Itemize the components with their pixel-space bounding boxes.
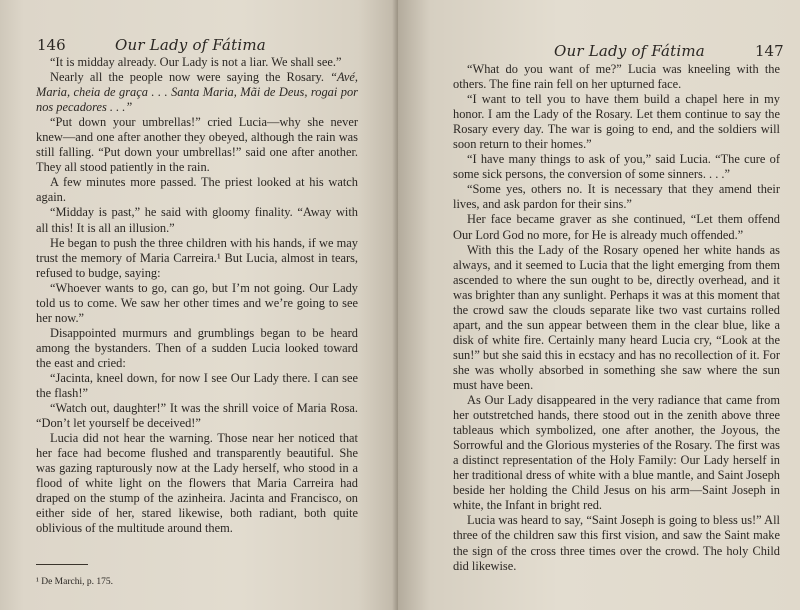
footnote: ¹ De Marchi, p. 175. bbox=[36, 577, 113, 587]
paragraph: “I want to tell you to have them build a chapel here in my honor. I am the Lady of the Rosary. Let them continue to say the Rosary every day. The war is going to end, and the soldiers will soon return to their homes.” bbox=[453, 92, 780, 152]
paragraph-text: Nearly all the people now were saying the Rosary. bbox=[50, 70, 331, 85]
right-page-number: 147 bbox=[755, 42, 784, 60]
paragraph: With this the Lady of the Rosary opened her white hands as always, and it seemed to Lucia that the light emerging from them ascended to where the sun ought to be, directly overhead, and it was brighter than any sunlight. Perhaps it was at this moment that the crowd saw the clouds separate like two vast curtains rolled apart, and the sun appear between them in the clear blue, like a disk of white fire. Certainly many heard Lucia cry, “Look at the sun!” but she said this in ecstacy and has no recollection of it. For she was wholly absorbed in something she saw where the sun must have been. bbox=[453, 242, 780, 392]
paragraph: “Whoever wants to go, can go, but I’m not going. Our Lady told us to come. We saw her other times and we’re going to see her now.” bbox=[36, 280, 358, 325]
paragraph: Lucia was heard to say, “Saint Joseph is going to bless us!” All three of the children saw this first vision, and saw the Saint make the sign of the cross three times over the crowd. The holy Child did likewise. bbox=[453, 513, 780, 573]
right-page bbox=[398, 0, 800, 610]
paragraph-italic-prayer: “Avé, Maria, cheia de graça . . . Santa Maria, Mãi de Deus, rogai por nos pecadores . . .” bbox=[36, 70, 358, 115]
paragraph: Her face became graver as she continued, “Let them offend Our Lord God no more, for He is already much offended.” bbox=[453, 212, 780, 242]
paragraph: “Midday is past,” he said with gloomy finality. “Away with all this! It is all an illusion.” bbox=[36, 205, 358, 235]
left-page-body bbox=[36, 55, 358, 537]
paragraph: “I have many things to ask of you,” said Lucia. “The cure of some sick persons, the conversion of some sinners. . . .” bbox=[453, 152, 780, 182]
paragraph: As Our Lady disappeared in the very radiance that came from her outstretched hands, there stood out in the zenith above three tableaus which symbolized, one after another, the Joyous, the Sorrowful and the Glorious mysteries of the Rosary. The first was a distinct representation of the Holy Family: Our Lady herself in her traditional dress of white with a blue mantle, and Saint Joseph beside her holding the Child Jesus on his arm—Saint Joseph in white, the Infant in bright red. bbox=[453, 393, 780, 513]
paragraph bbox=[36, 70, 358, 115]
left-page bbox=[0, 0, 398, 610]
paragraph: “It is midday already. Our Lady is not a liar. We shall see.” bbox=[50, 55, 342, 69]
footnote-rule bbox=[36, 564, 88, 565]
right-page-body bbox=[453, 62, 780, 574]
paragraph: “Watch out, daughter!” It was the shrill voice of Maria Rosa. “Don’t let yourself be deceived!” bbox=[36, 401, 358, 431]
paragraph: “Some yes, others no. It is necessary that they amend their lives, and ask pardon for their sins.” bbox=[453, 182, 780, 212]
right-running-title: Our Lady of Fátima bbox=[554, 42, 705, 60]
paragraph: “What do you want of me?” Lucia was kneeling with the others. The fine rain fell on her upturned face. bbox=[453, 62, 780, 92]
paragraph: “Jacinta, kneel down, for now I see Our Lady there. I can see the flash!” bbox=[36, 370, 358, 401]
left-page-number: 146 bbox=[37, 36, 66, 54]
paragraph: He began to push the three children with his hands, if we may trust the memory of Maria Carreira.¹ But Lucia, almost in tears, refused to budge, saying: bbox=[36, 235, 358, 280]
paragraph: A few minutes more passed. The priest looked at his watch again. bbox=[36, 175, 358, 205]
paragraph: “Put down your umbrellas!” cried Lucia—why she never knew—and one after another they obeyed, although the rain was still falling. “Put down your umbrellas!” said one after another. They all stood patiently in the rain. bbox=[36, 115, 358, 175]
paragraph: Lucia did not hear the warning. Those near her noticed that her face had become flushed and transparently beautiful. She was gazing rapturously now at the Lady herself, who stood in a flood of white light on the flowers that Maria Carreira had draped on the stump of the azinheira. Jacinta and Francisco, on either side of her, stared likewise, both radiant, both quite oblivious of the multitude around them. bbox=[36, 431, 358, 536]
left-running-title: Our Lady of Fátima bbox=[115, 36, 266, 54]
paragraph: Disappointed murmurs and grumblings began to be heard among the bystanders. Then of a sudden Lucia looked toward the east and cried: bbox=[36, 325, 358, 370]
